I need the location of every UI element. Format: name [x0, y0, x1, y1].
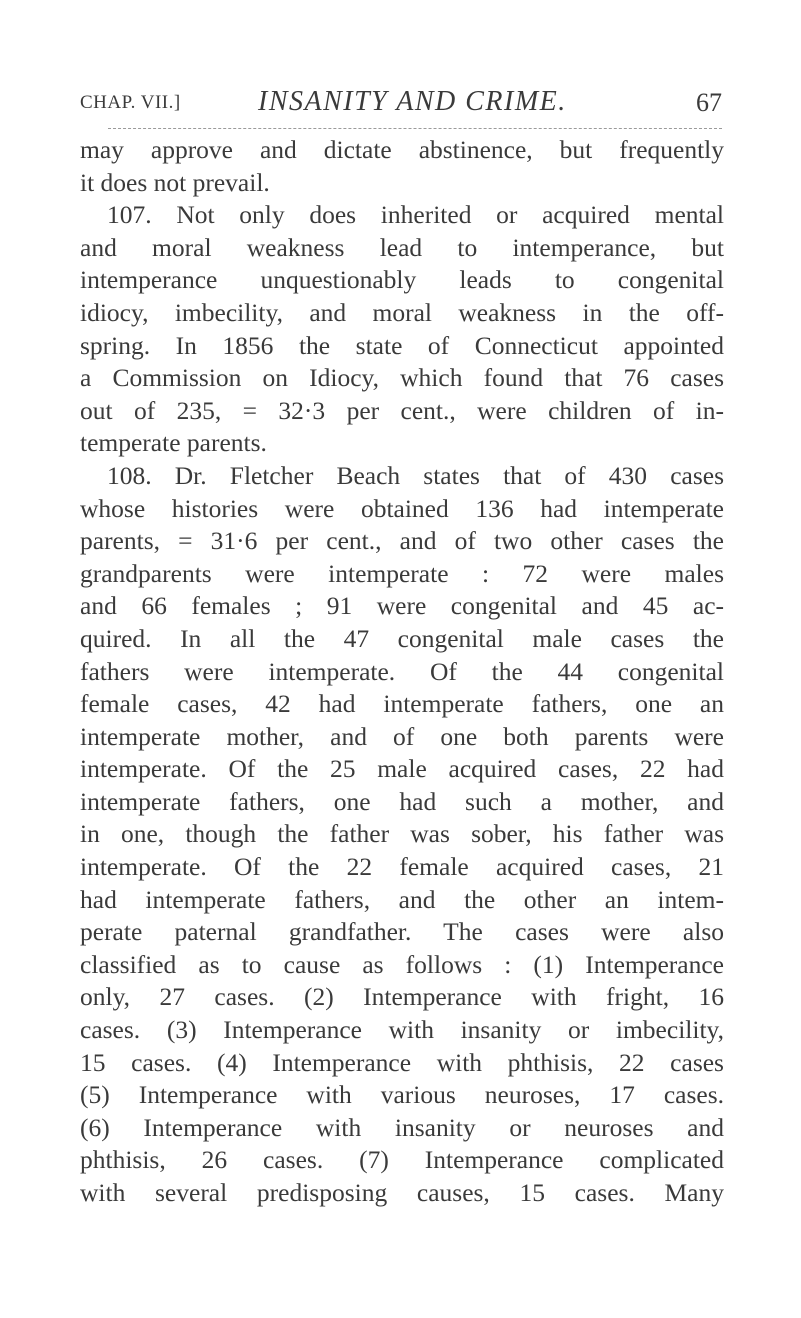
text-line: may approve and dictate abstinence, but frequently	[80, 135, 724, 164]
text-line: whose histories were obtained 136 had intemperate	[80, 493, 724, 523]
text-line: (5) Intemperance with various neuroses, 17 cases.	[80, 1080, 724, 1110]
text-line: female cases, 42 had intemperate fathers, one an	[80, 689, 724, 719]
text-line: 108. Dr. Fletcher Beach states that of 430 cases	[107, 460, 724, 490]
running-title: INSANITY AND CRIME.	[258, 86, 567, 117]
page-number: 67	[696, 88, 722, 117]
text-line: 107. Not only does inherited or acquired mental	[107, 200, 724, 230]
text-line: intemperate. Of the 22 female acquired cases, 21	[80, 852, 724, 882]
text-line: and moral weakness lead to intemperance, but	[80, 232, 724, 262]
text-line: intemperance unquestionably leads to congenital	[80, 265, 724, 295]
text-line: cases. (3) Intemperance with insanity or imbecility,	[80, 1015, 724, 1045]
text-line: grandparents were intemperate : 72 were males	[80, 558, 724, 588]
running-head	[80, 86, 722, 122]
text-line: spring. In 1856 the state of Connecticut appointed	[80, 330, 724, 360]
text-line: had intemperate fathers, and the other an intem-	[80, 884, 724, 914]
text-line: temperate parents.	[80, 428, 267, 458]
text-line: perate paternal grandfather. The cases were also	[80, 917, 724, 947]
text-line: in one, though the father was sober, his father was	[80, 819, 724, 849]
text-line: a Commission on Idiocy, which found that 76 cases	[80, 363, 724, 393]
text-line: intemperate fathers, one had such a mother, and	[80, 786, 724, 816]
body-text	[80, 134, 724, 1210]
text-line: 15 cases. (4) Intemperance with phthisis, 22 cases	[80, 1047, 724, 1077]
text-line: classified as to cause as follows : (1) Intemperance	[80, 949, 724, 979]
text-line: and 66 females ; 91 were congenital and 45 ac-	[80, 591, 724, 621]
text-line: parents, = 31·6 per cent., and of two other cases the	[80, 526, 724, 556]
text-line: idiocy, imbecility, and moral weakness in the off-	[80, 297, 724, 327]
text-line: with several predisposing causes, 15 cases. Many	[80, 1178, 724, 1207]
text-line: intemperate mother, and of one both parents were	[80, 721, 724, 751]
text-line: only, 27 cases. (2) Intemperance with fright, 16	[80, 982, 724, 1012]
text-line: fathers were intemperate. Of the 44 congenital	[80, 656, 724, 686]
text-line: (6) Intemperance with insanity or neuroses and	[80, 1112, 724, 1142]
chapter-label: CHAP. VII.]	[80, 92, 181, 113]
text-line: intemperate. Of the 25 male acquired cases, 22 had	[80, 754, 724, 784]
text-line: out of 235, = 32·3 per cent., were children of in-	[80, 395, 724, 425]
text-line: it does not prevail.	[80, 167, 270, 197]
header-rule	[108, 128, 722, 129]
text-line: phthisis, 26 cases. (7) Intemperance complicated	[80, 1145, 724, 1175]
text-line: quired. In all the 47 congenital male cases the	[80, 623, 724, 653]
